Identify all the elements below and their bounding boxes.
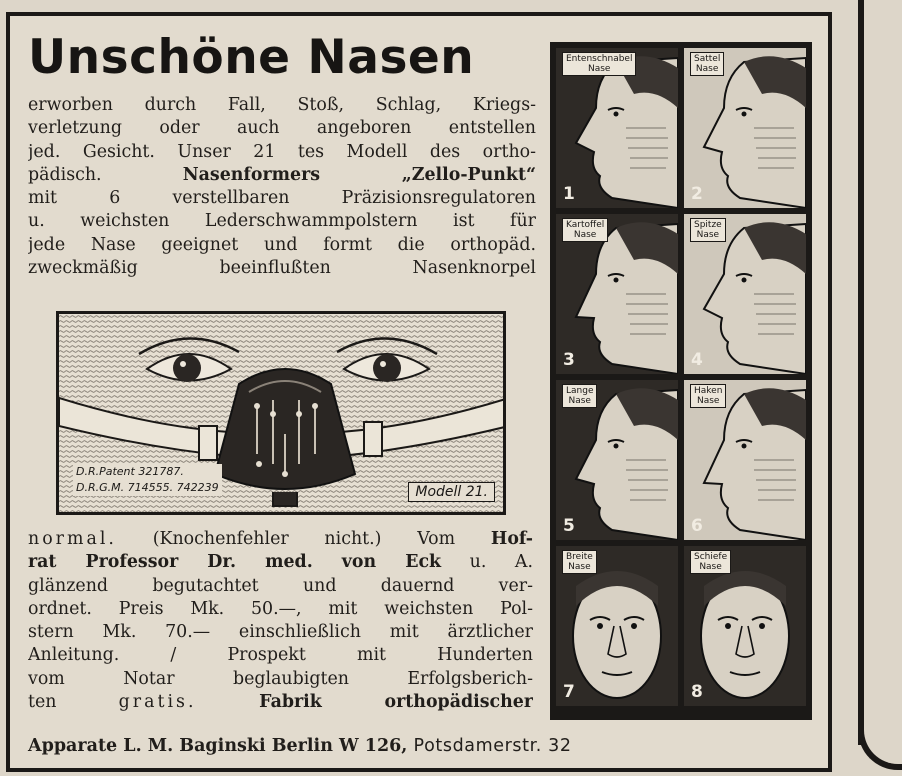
nose-panel xyxy=(556,546,678,706)
nose-type-suffix: Nase xyxy=(568,396,591,406)
nose-type-name: Haken xyxy=(694,386,723,396)
nose-panel-number: 8 xyxy=(691,682,703,702)
nose-type-suffix: Nase xyxy=(568,562,591,572)
text-segment: ordnet. Preis Mk. 50.—, mit weichsten Pol- xyxy=(28,598,533,619)
text-segment: gratis. xyxy=(118,692,197,713)
nose-type-suffix: Nase xyxy=(696,396,720,406)
nose-type-name: Spitze xyxy=(694,220,722,230)
text-segment: ten xyxy=(28,692,119,713)
text-segment: u. A. xyxy=(441,552,533,573)
text-line xyxy=(28,94,536,117)
nose-type-name: Breite xyxy=(566,552,593,562)
nose-panel xyxy=(556,214,678,374)
text-segment: Fabrik orthopädischer xyxy=(196,692,533,713)
text-line xyxy=(28,257,536,280)
intro-text xyxy=(28,94,536,280)
nose-panel xyxy=(556,380,678,540)
nose-panel xyxy=(684,48,806,208)
text-line xyxy=(28,234,536,257)
nose-types-grid xyxy=(550,42,812,720)
nose-panel-number: 4 xyxy=(691,350,703,370)
text-line xyxy=(28,187,536,210)
street-address: Potsdamerstr. 32 xyxy=(407,736,572,756)
nose-panel-number: 2 xyxy=(691,184,703,204)
text-line xyxy=(28,668,533,691)
nose-former-illustration xyxy=(56,311,506,515)
nose-panel xyxy=(556,48,678,208)
text-segment: rat Professor Dr. med. von Eck xyxy=(28,552,442,573)
nose-type-suffix: Nase xyxy=(696,230,720,240)
nose-type-label xyxy=(690,218,726,242)
text-segment: zweckmäßig beeinflußten Nasenknorpel xyxy=(28,258,536,279)
nose-panel xyxy=(684,546,806,706)
text-segment: glänzend begutachtet und dauernd ver- xyxy=(28,575,533,596)
address-line xyxy=(28,735,828,758)
text-line xyxy=(28,528,533,551)
text-segment: verletzung oder auch angeboren entstellen xyxy=(28,118,536,139)
patent-line: D.R.Patent 321787. xyxy=(76,465,184,478)
text-segment: normal. xyxy=(28,529,117,549)
text-segment: mit 6 verstellbaren Präzisionsregulatoren xyxy=(28,188,536,209)
model-label: Modell 21. xyxy=(408,482,495,502)
text-segment: erworben durch Fall, Stoß, Schlag, Kriegs- xyxy=(28,95,536,115)
text-line xyxy=(28,141,536,164)
nose-panel-number: 1 xyxy=(563,184,575,204)
text-line xyxy=(28,691,533,714)
nose-type-label xyxy=(562,52,636,76)
text-line xyxy=(28,164,536,187)
body-text xyxy=(28,528,533,714)
nose-type-name: Entenschnabel xyxy=(566,54,633,64)
nose-panel xyxy=(684,380,806,540)
nose-panel-number: 5 xyxy=(563,516,575,536)
text-line xyxy=(28,598,533,621)
patent-numbers xyxy=(73,464,222,496)
nose-panel-number: 7 xyxy=(563,682,575,702)
text-line xyxy=(28,575,533,598)
nose-type-label xyxy=(562,384,597,408)
text-line xyxy=(28,210,536,233)
side-border-curve xyxy=(858,700,902,770)
nose-type-suffix: Nase xyxy=(699,562,722,572)
nose-panel-number: 6 xyxy=(691,516,703,536)
text-segment: Nasenformers „Zello-Punkt“ xyxy=(182,164,536,185)
side-border-rule xyxy=(858,0,864,745)
nose-type-label xyxy=(562,218,608,242)
nose-type-suffix: Nase xyxy=(588,64,611,74)
text-line xyxy=(28,551,533,574)
text-segment: Anleitung. / Prospekt mit Hunderten xyxy=(28,645,533,666)
nose-type-label xyxy=(690,550,731,574)
nose-panel xyxy=(684,214,806,374)
nose-type-name: Lange xyxy=(566,386,594,396)
text-segment: u. weichsten Lederschwammpolstern ist für xyxy=(28,211,536,232)
text-segment: Hof- xyxy=(490,529,533,549)
text-line xyxy=(28,621,533,644)
headline: Unschöne Nasen xyxy=(28,30,475,85)
text-line xyxy=(28,117,536,140)
nose-type-name: Schiefe xyxy=(694,552,728,562)
text-segment: pädisch. xyxy=(28,164,183,185)
company-address: Apparate L. M. Baginski Berlin W 126, xyxy=(28,736,408,756)
text-segment: jede Nase geeignet und formt die orthopäd. xyxy=(28,234,536,255)
text-segment: vom Notar beglaubigten Erfolgsberich- xyxy=(28,668,533,689)
text-line xyxy=(28,644,533,667)
nose-type-name: Sattel xyxy=(694,54,721,64)
gebrauchsmuster-line: D.R.G.M. 714555. 742239 xyxy=(76,481,219,494)
text-segment: jed. Gesicht. Unser 21 tes Modell des ortho- xyxy=(28,141,536,162)
text-segment: (Knochenfehler nicht.) Vom xyxy=(116,529,491,549)
nose-type-label xyxy=(690,52,724,76)
nose-type-suffix: Nase xyxy=(695,64,719,74)
nose-type-label xyxy=(562,550,597,574)
nose-type-name: Kartoffel xyxy=(566,220,605,230)
text-segment: stern Mk. 70.— einschließlich mit ärztlicher xyxy=(28,622,533,643)
nose-type-label xyxy=(690,384,726,408)
nose-type-suffix: Nase xyxy=(573,230,597,240)
nose-panel-number: 3 xyxy=(563,350,575,370)
